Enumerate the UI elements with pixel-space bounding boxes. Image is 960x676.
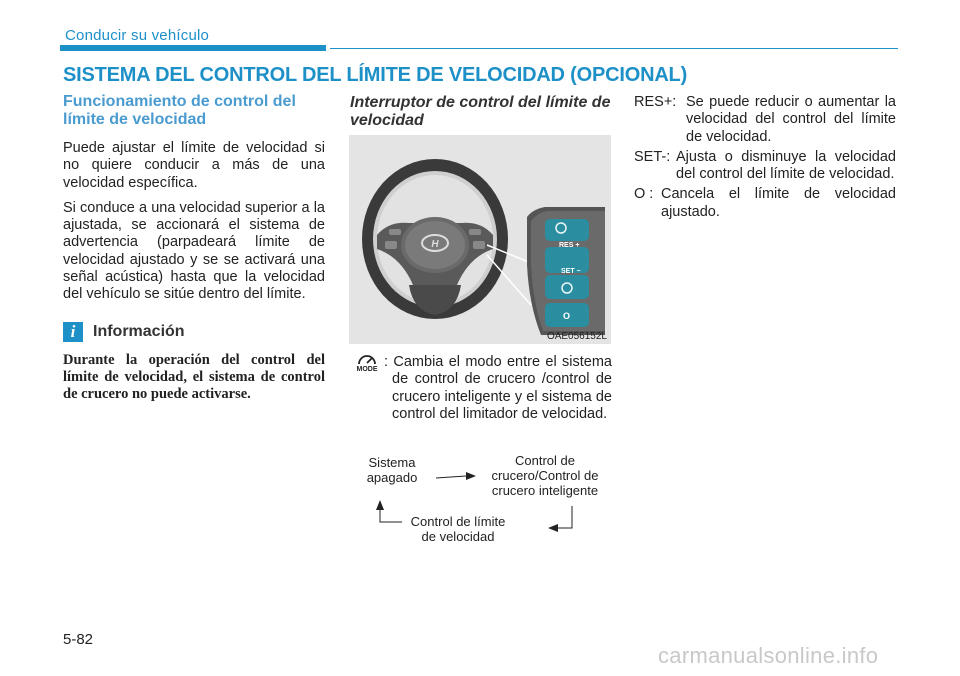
diagram-off: Sistema apagado: [366, 455, 418, 485]
o-desc: Cancela el límite de velocidad ajustado.: [661, 186, 896, 220]
page-number: 5-82: [63, 631, 94, 648]
info-title: Información: [93, 322, 185, 340]
steering-wheel-figure: [349, 135, 611, 344]
mode-text: : Cambia el modo entre el sistema de control de crucero /control de crucero inteligente y el sistema de control del limitador de velocidad.: [384, 354, 612, 422]
o-button-label: O: [563, 311, 571, 321]
header-rule: [330, 48, 898, 49]
paragraph-intro: Puede ajustar el límite de velocidad si no quiere conducir a más de una velocidad específica.: [63, 140, 325, 191]
set-button-label: SET −: [561, 268, 581, 275]
res-definition: [634, 94, 896, 146]
o-definition: [634, 186, 896, 221]
mode-icon-label: MODE: [356, 366, 378, 373]
figure-code: OAE056152L: [546, 331, 607, 342]
o-term: O :: [634, 186, 654, 203]
column-left: [63, 93, 325, 404]
section-heading: Funcionamiento de control del límite de velocidad: [63, 93, 296, 128]
set-definition: [634, 149, 896, 184]
set-desc: Ajusta o disminuye la velocidad del control del límite de velocidad.: [676, 148, 896, 183]
page-title: SISTEMA DEL CONTROL DEL LÍMITE DE VELOCIDAD (OPCIONAL): [63, 64, 688, 86]
steering-wheel-illustration: [349, 135, 611, 344]
diagram-arrows: [350, 450, 612, 550]
res-desc: Se puede reducir o aumentar la velocidad del control del límite de velocidad.: [686, 94, 896, 145]
column-right: [634, 94, 896, 224]
set-term: SET-:: [634, 148, 671, 165]
info-icon: i: [63, 322, 83, 342]
diagram-limit: Control de límite de velocidad: [410, 514, 506, 544]
svg-text:H: H: [431, 239, 439, 250]
speedometer-icon: [351, 353, 383, 375]
paragraph-warning: Si conduce a una velocidad superior a la ajustada, se accionará el sistema de advertencia (parpadeará límite de velocidad ajustado y se se activará una señal acústica) hasta que la velocidad del vehículo se sitúe dentro del límite.: [63, 199, 325, 303]
info-header: [63, 322, 325, 342]
res-term: RES+:: [634, 94, 677, 110]
res-button-label: RES +: [559, 242, 580, 249]
switch-heading: Interruptor de control del límite de velocidad: [350, 94, 611, 129]
header-accent-bar: [60, 45, 326, 51]
header-section-title: Conducir su vehículo: [65, 27, 210, 44]
info-body: Durante la operación del control del límite de velocidad, el sistema de control de crucero no puede activarse.: [63, 351, 325, 403]
mode-cycle-diagram: [350, 450, 612, 550]
diagram-cruise: Control de crucero/Control de crucero inteligente: [491, 453, 599, 498]
watermark: carmanualsonline.info: [658, 643, 879, 668]
